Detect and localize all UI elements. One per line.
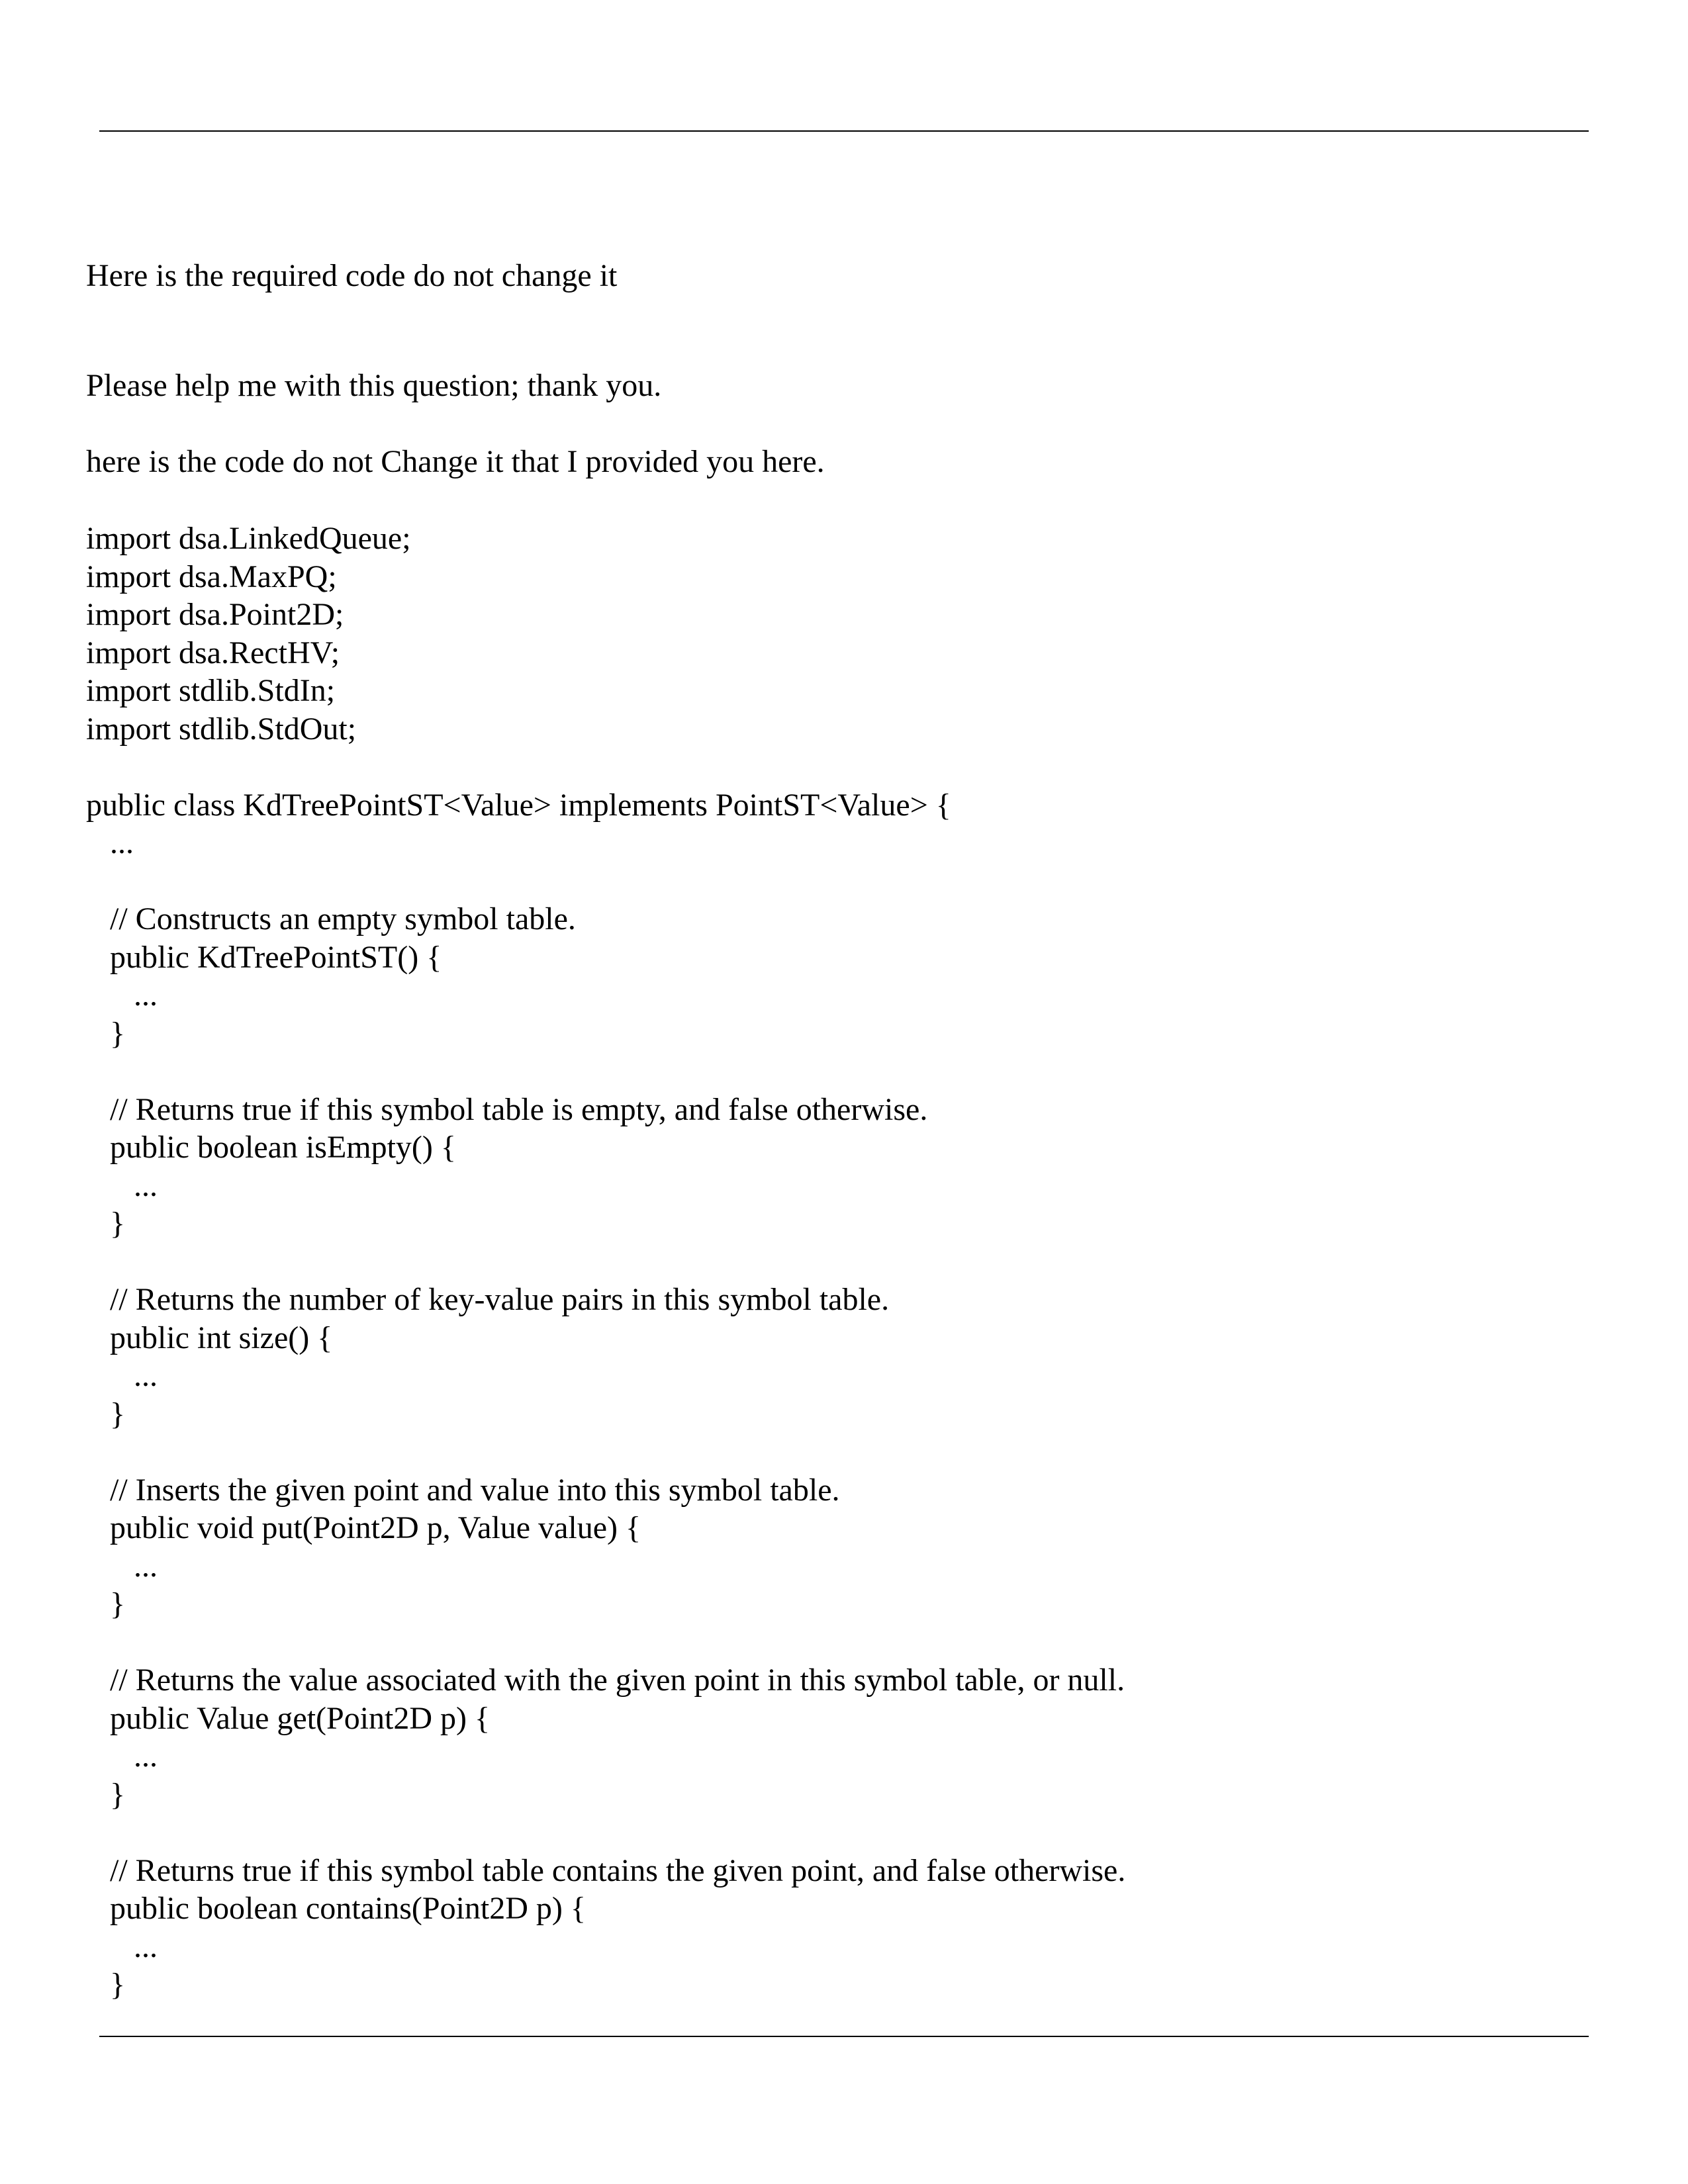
code-line: ... (86, 825, 134, 860)
code-line: // Returns true if this symbol table contains the given point, and false otherwise. (86, 1852, 1126, 1888)
code-line: public KdTreePointST() { (86, 939, 442, 975)
code-line: } (86, 1776, 126, 1812)
code-line: public class KdTreePointST<Value> implements PointST<Value> { (86, 787, 951, 823)
code-line: } (86, 1586, 126, 1621)
code-line: ... (86, 978, 158, 1013)
code-line: import dsa.MaxPQ; (86, 559, 337, 594)
code-line: import dsa.RectHV; (86, 635, 340, 670)
code-line: } (86, 1967, 126, 2002)
top-divider (99, 130, 1589, 132)
code-line: // Returns the value associated with the given point in this symbol table, or null. (86, 1662, 1125, 1698)
code-line: ... (86, 1358, 158, 1393)
intro-line-2: Please help me with this question; thank you. (86, 368, 662, 403)
code-line: import dsa.Point2D; (86, 597, 344, 632)
code-line: ... (86, 1548, 158, 1584)
code-line: // Inserts the given point and value into this symbol table. (86, 1472, 840, 1508)
code-line: public Value get(Point2D p) { (86, 1700, 491, 1736)
code-line: ... (86, 1929, 158, 1964)
code-line: } (86, 1396, 126, 1432)
code-line: ... (86, 1739, 158, 1774)
code-line: // Constructs an empty symbol table. (86, 901, 576, 936)
intro-line-3: here is the code do not Change it that I provided you here. (86, 444, 825, 479)
code-line: } (86, 1015, 126, 1051)
code-line: public boolean contains(Point2D p) { (86, 1891, 586, 1926)
code-line: // Returns true if this symbol table is empty, and false otherwise. (86, 1091, 928, 1127)
code-line: // Returns the number of key-value pairs in this symbol table. (86, 1282, 890, 1317)
code-line: import dsa.LinkedQueue; (86, 521, 411, 556)
code-line: public int size() { (86, 1320, 333, 1355)
code-line: } (86, 1206, 126, 1241)
code-line: ... (86, 1167, 158, 1203)
code-line: public void put(Point2D p, Value value) { (86, 1510, 641, 1545)
bottom-divider (99, 2036, 1589, 2037)
code-line: public boolean isEmpty() { (86, 1130, 456, 1165)
code-line: import stdlib.StdOut; (86, 711, 357, 747)
code-line: import stdlib.StdIn; (86, 673, 336, 708)
intro-line-1: Here is the required code do not change it (86, 258, 618, 293)
